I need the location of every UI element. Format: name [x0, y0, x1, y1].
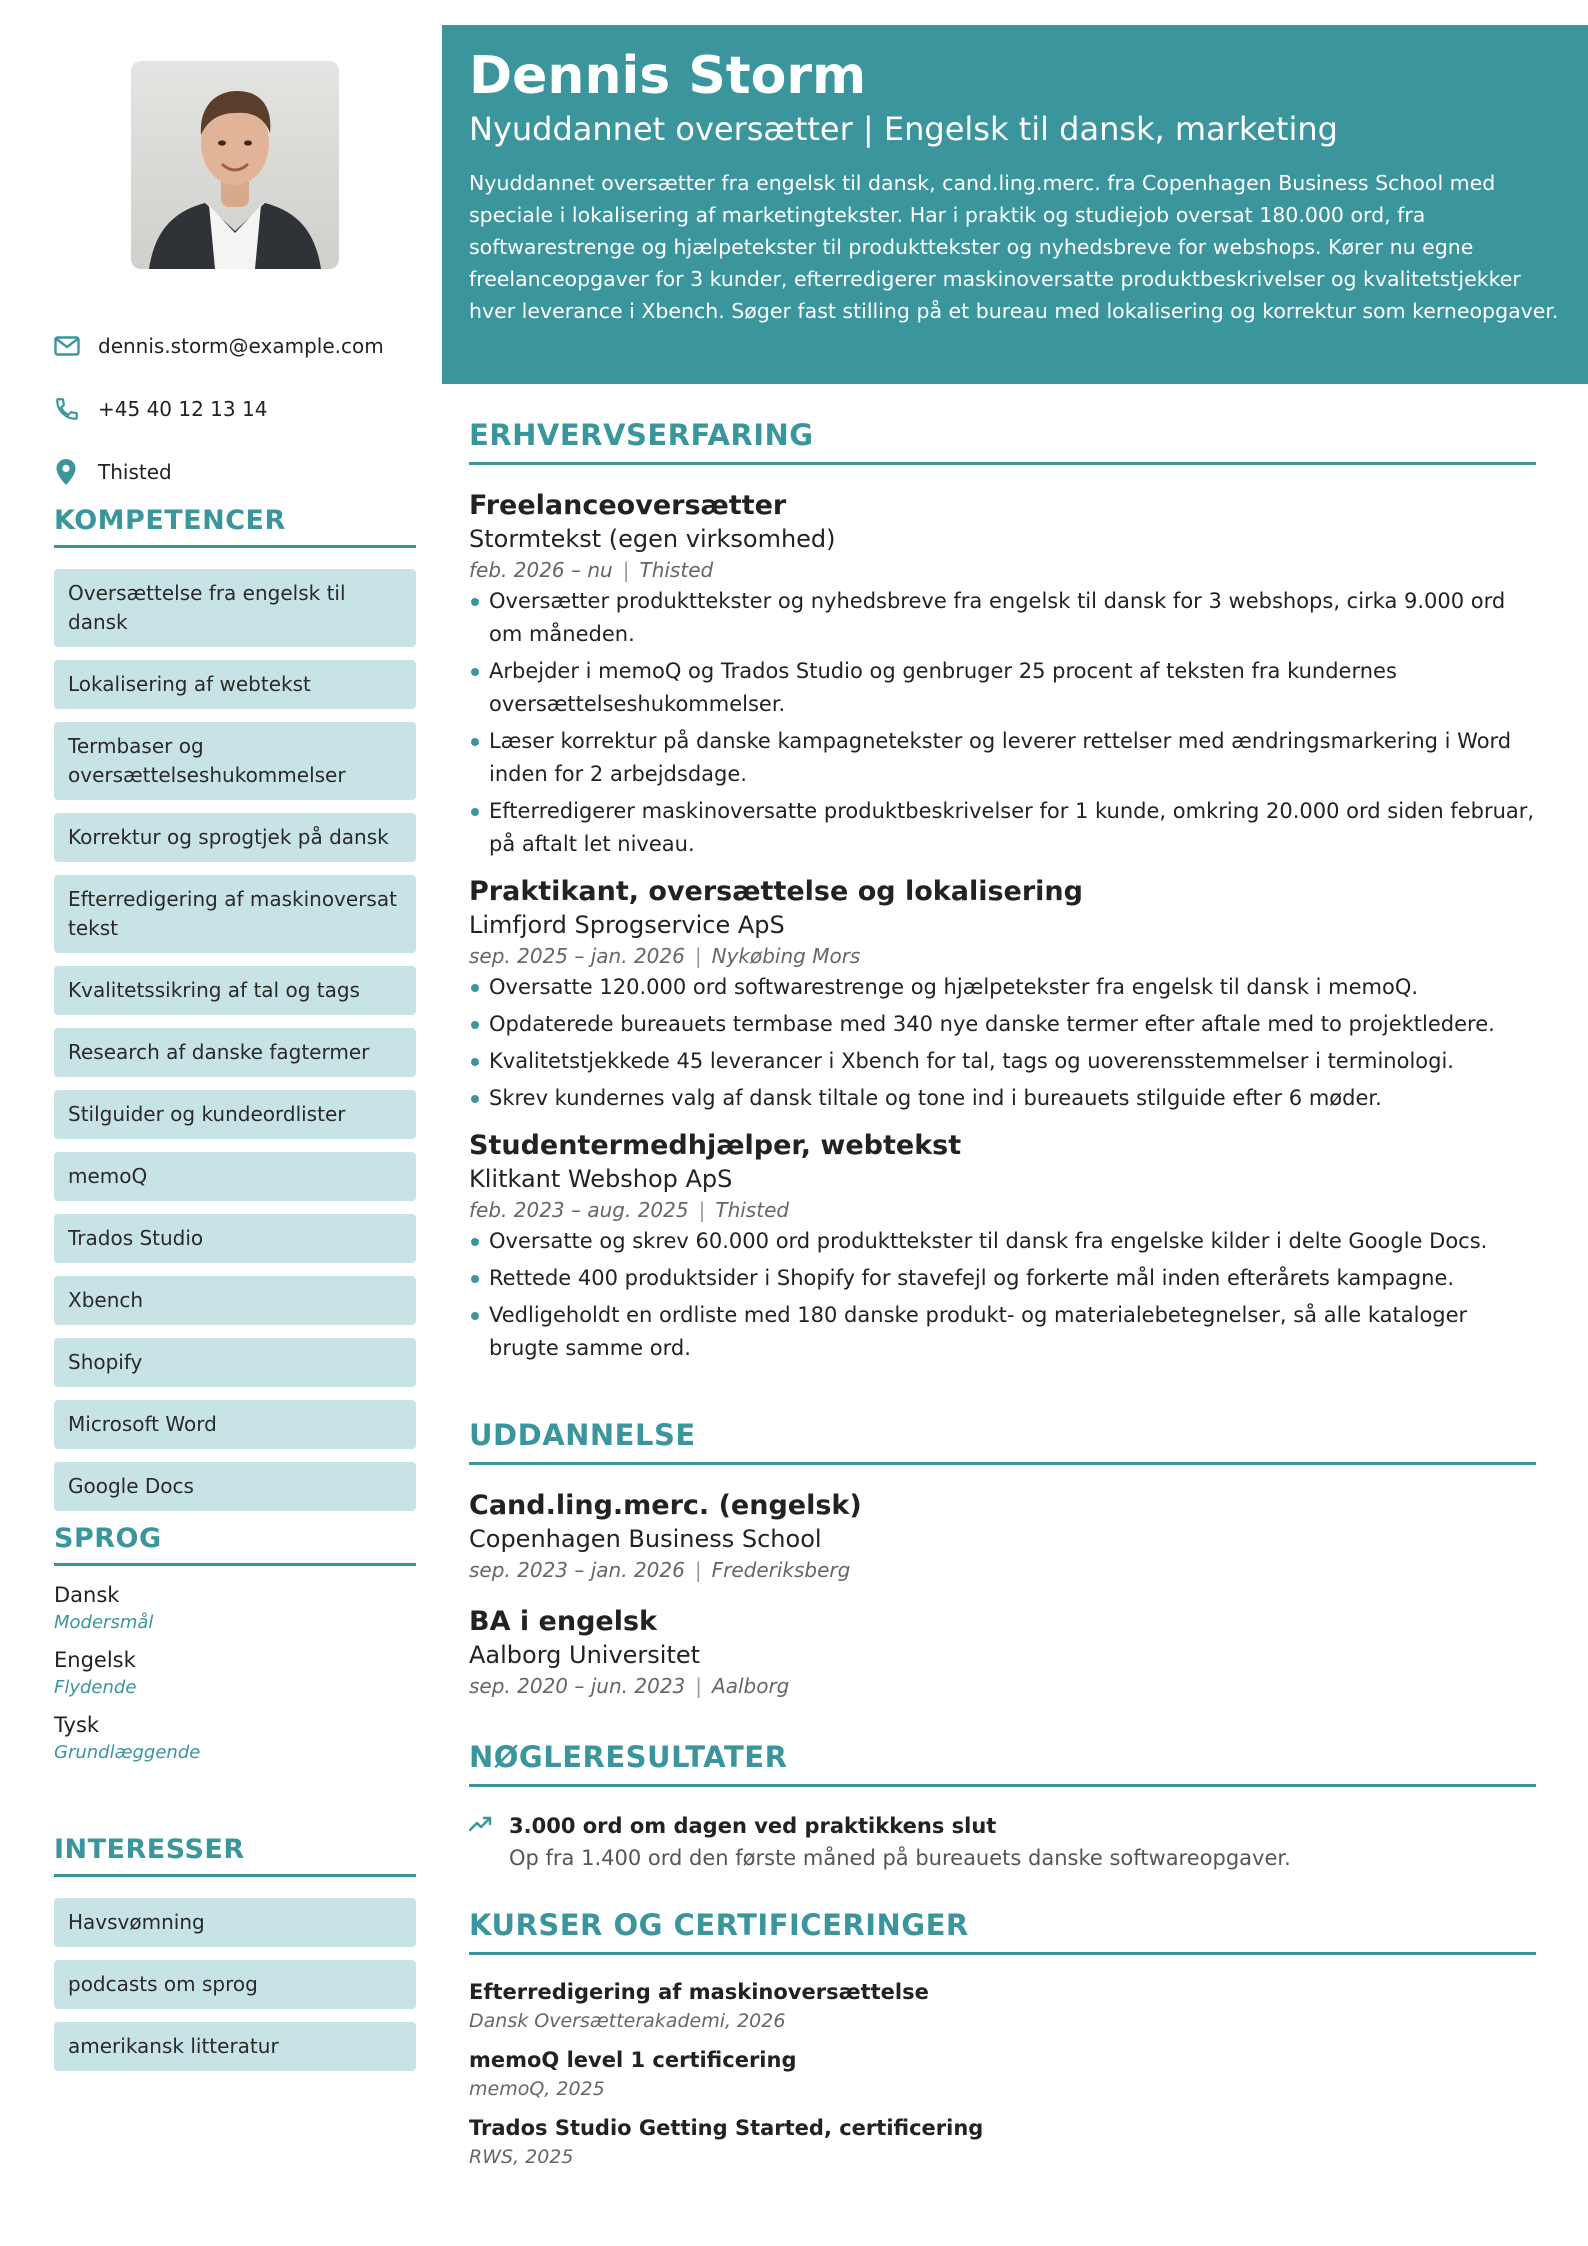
- course-title: Efterredigering af maskinoversættelse: [469, 1980, 929, 2004]
- courses-list: [469, 1977, 1536, 2171]
- job-title: Studentermedhjælper, webtekst: [469, 1130, 962, 1161]
- job-entry: [469, 1129, 1536, 1365]
- course-meta: memoQ, 2025: [469, 2078, 605, 2100]
- course-item: [469, 2045, 1536, 2103]
- location-text: Thisted: [98, 459, 172, 484]
- contact-phone[interactable]: [54, 377, 416, 440]
- candidate-title: Nyuddannet oversætter | Engelsk til dansk, marketing: [469, 110, 1338, 148]
- language-name: Dansk: [54, 1583, 120, 1607]
- job-location: Thisted: [639, 558, 714, 582]
- key-result-title: 3.000 ord om dagen ved praktikkens slut: [509, 1814, 997, 1838]
- language-level: Flydende: [54, 1677, 137, 1698]
- job-dates: sep. 2025 – jan. 2026: [469, 944, 685, 968]
- education-entry: [469, 1605, 1536, 1701]
- job-location: Nykøbing Mors: [711, 944, 861, 968]
- job-bullets: [469, 585, 1536, 861]
- skills-section: [54, 505, 416, 1524]
- job-title: Freelanceoversætter: [469, 490, 787, 521]
- key-results-heading: NØGLERESULTATER: [469, 1740, 1536, 1787]
- job-bullet: Arbejder i memoQ og Trados Studio og genbruger 25 procent af teksten fra kundernes oversættelseshukommelser.: [469, 655, 1536, 721]
- job-meta: [469, 555, 1536, 585]
- job-bullet: Kvalitetstjekkede 45 leverancer i Xbench for tal, tags og uoverensstemmelser i terminologi.: [469, 1045, 1536, 1078]
- interest-chip: Havsvømning: [54, 1898, 416, 1947]
- resume-header: [442, 25, 1588, 384]
- education-section: [469, 1418, 1536, 1701]
- education-meta: [469, 1555, 1536, 1585]
- course-item: [469, 1977, 1536, 2035]
- education-dates: sep. 2020 – jun. 2023: [469, 1674, 686, 1698]
- job-bullet: Efterredigerer maskinoversatte produktbeskrivelser for 1 kunde, omkring 20.000 ord siden februar, på aftalt let niveau.: [469, 795, 1536, 861]
- skill-chip: Termbaser og oversættelseshukommelser: [54, 722, 416, 800]
- job-bullet: Vedligeholdt en ordliste med 180 danske produkt- og materialebetegnelser, så alle kataloger brugte samme ord.: [469, 1299, 1536, 1365]
- skill-chip: Oversættelse fra engelsk til dansk: [54, 569, 416, 647]
- skill-chip: Research af danske fagtermer: [54, 1028, 416, 1077]
- education-meta: [469, 1671, 1536, 1701]
- skill-chip: Efterredigering af maskinoversat tekst: [54, 875, 416, 953]
- experience-heading: ERHVERVSERFARING: [469, 418, 1536, 465]
- interests-list: [54, 1898, 416, 2071]
- job-bullets: [469, 1225, 1536, 1365]
- course-title: Trados Studio Getting Started, certificering: [469, 2116, 984, 2140]
- contact-email[interactable]: [54, 314, 416, 377]
- language-item: [54, 1645, 416, 1700]
- courses-section: [469, 1908, 1536, 2181]
- education-heading: UDDANNELSE: [469, 1418, 1536, 1465]
- school-name: Copenhagen Business School: [469, 1525, 822, 1553]
- languages-section: [54, 1523, 416, 1775]
- interests-section: [54, 1834, 416, 2084]
- key-result-item: [469, 1811, 1536, 1875]
- course-meta: Dansk Oversætterakademi, 2026: [469, 2010, 786, 2032]
- profile-photo-image: [131, 61, 339, 269]
- job-dates: feb. 2026 – nu: [469, 558, 613, 582]
- skill-chip: Google Docs: [54, 1462, 416, 1511]
- interests-heading: INTERESSER: [54, 1834, 416, 1877]
- job-bullet: Rettede 400 produktsider i Shopify for stavefejl og forkerte mål inden efterårets kampagne.: [469, 1262, 1536, 1295]
- experience-section: [469, 418, 1536, 1369]
- job-location: Thisted: [715, 1198, 790, 1222]
- phone-icon: [54, 392, 88, 426]
- profile-photo: [131, 61, 339, 269]
- key-results-section: [469, 1740, 1536, 1875]
- skill-chip: memoQ: [54, 1152, 416, 1201]
- course-item: [469, 2113, 1536, 2171]
- skill-chip: Microsoft Word: [54, 1400, 416, 1449]
- job-company: Klitkant Webshop ApS: [469, 1165, 733, 1193]
- profile-summary: Nyuddannet oversætter fra engelsk til dansk, cand.ling.merc. fra Copenhagen Business School med speciale i lokalisering af marketingtekster. Har i praktik og studiejob oversat 180.000 ord, fra softwarestrenge og hjælpetekster til produkttekster og nyhedsbreve for webshops. Kører nu egne freelanceopgaver for 3 kunder, efterredigerer maskinoversatte produktbeskrivelser og kvalitetstjekker hver leverance i Xbench. Søger fast stilling på et bureau med lokalisering og korrektur som kerneopgaver.: [469, 171, 1559, 323]
- meta-separator: |: [694, 1558, 702, 1582]
- language-item: [54, 1580, 416, 1635]
- education-location: Aalborg: [712, 1674, 790, 1698]
- interest-chip: podcasts om sprog: [54, 1960, 416, 2009]
- education-location: Frederiksberg: [711, 1558, 851, 1582]
- trending-up-icon: [469, 1811, 509, 1875]
- job-company: Stormtekst (egen virksomhed): [469, 525, 836, 553]
- skill-chip: Shopify: [54, 1338, 416, 1387]
- languages-heading: SPROG: [54, 1523, 416, 1566]
- language-name: Tysk: [54, 1713, 100, 1737]
- skills-heading: KOMPETENCER: [54, 505, 416, 548]
- job-dates: feb. 2023 – aug. 2025: [469, 1198, 689, 1222]
- interest-chip: amerikansk litteratur: [54, 2022, 416, 2071]
- job-title: Praktikant, oversættelse og lokalisering: [469, 876, 1083, 907]
- language-level: Modersmål: [54, 1612, 154, 1633]
- location-pin-icon: [54, 455, 88, 489]
- candidate-name: Dennis Storm: [469, 46, 867, 106]
- job-meta: [469, 1195, 1536, 1225]
- school-name: Aalborg Universitet: [469, 1641, 701, 1669]
- contact-list: [54, 314, 416, 503]
- job-bullet: Opdaterede bureauets termbase med 340 nye danske termer efter aftale med to projektledere.: [469, 1008, 1536, 1041]
- mail-icon: [54, 329, 88, 363]
- skill-chip: Lokalisering af webtekst: [54, 660, 416, 709]
- languages-list: [54, 1580, 416, 1765]
- job-bullet: Læser korrektur på danske kampagnetekster og leverer rettelser med ændringsmarkering i Word inden for 2 arbejdsdage.: [469, 725, 1536, 791]
- meta-separator: |: [694, 944, 702, 968]
- job-bullet: Oversætter produkttekster og nyhedsbreve fra engelsk til dansk for 3 webshops, cirka 9.000 ord om måneden.: [469, 585, 1536, 651]
- key-result-description: Op fra 1.400 ord den første måned på bureauets danske softwareopgaver.: [509, 1846, 1291, 1870]
- phone-text: +45 40 12 13 14: [98, 396, 268, 421]
- contact-location: [54, 440, 416, 503]
- course-title: memoQ level 1 certificering: [469, 2048, 797, 2072]
- education-entry: [469, 1489, 1536, 1585]
- language-name: Engelsk: [54, 1648, 136, 1672]
- job-entry: [469, 875, 1536, 1115]
- job-company: Limfjord Sprogservice ApS: [469, 911, 785, 939]
- meta-separator: |: [698, 1198, 706, 1222]
- job-bullet: Oversatte 120.000 ord softwarestrenge og hjælpetekster fra engelsk til dansk i memoQ.: [469, 971, 1536, 1004]
- meta-separator: |: [622, 558, 630, 582]
- language-level: Grundlæggende: [54, 1742, 201, 1763]
- job-bullet: Oversatte og skrev 60.000 ord produkttekster til dansk fra engelske kilder i delte Google Docs.: [469, 1225, 1536, 1258]
- job-entry: [469, 489, 1536, 861]
- job-bullets: [469, 971, 1536, 1115]
- language-item: [54, 1710, 416, 1765]
- skill-chip: Stilguider og kundeordlister: [54, 1090, 416, 1139]
- job-bullet: Skrev kundernes valg af dansk tiltale og tone ind i bureauets stilguide efter 6 møder.: [469, 1082, 1536, 1115]
- course-meta: RWS, 2025: [469, 2146, 574, 2168]
- skill-chip: Kvalitetssikring af tal og tags: [54, 966, 416, 1015]
- skills-list: [54, 569, 416, 1511]
- skill-chip: Trados Studio: [54, 1214, 416, 1263]
- meta-separator: |: [695, 1674, 703, 1698]
- degree-title: BA i engelsk: [469, 1606, 657, 1637]
- education-dates: sep. 2023 – jan. 2026: [469, 1558, 685, 1582]
- degree-title: Cand.ling.merc. (engelsk): [469, 1490, 862, 1521]
- skill-chip: Xbench: [54, 1276, 416, 1325]
- job-meta: [469, 941, 1536, 971]
- skill-chip: Korrektur og sprogtjek på dansk: [54, 813, 416, 862]
- courses-heading: KURSER OG CERTIFICERINGER: [469, 1908, 1536, 1955]
- email-text: dennis.storm@example.com: [98, 333, 384, 358]
